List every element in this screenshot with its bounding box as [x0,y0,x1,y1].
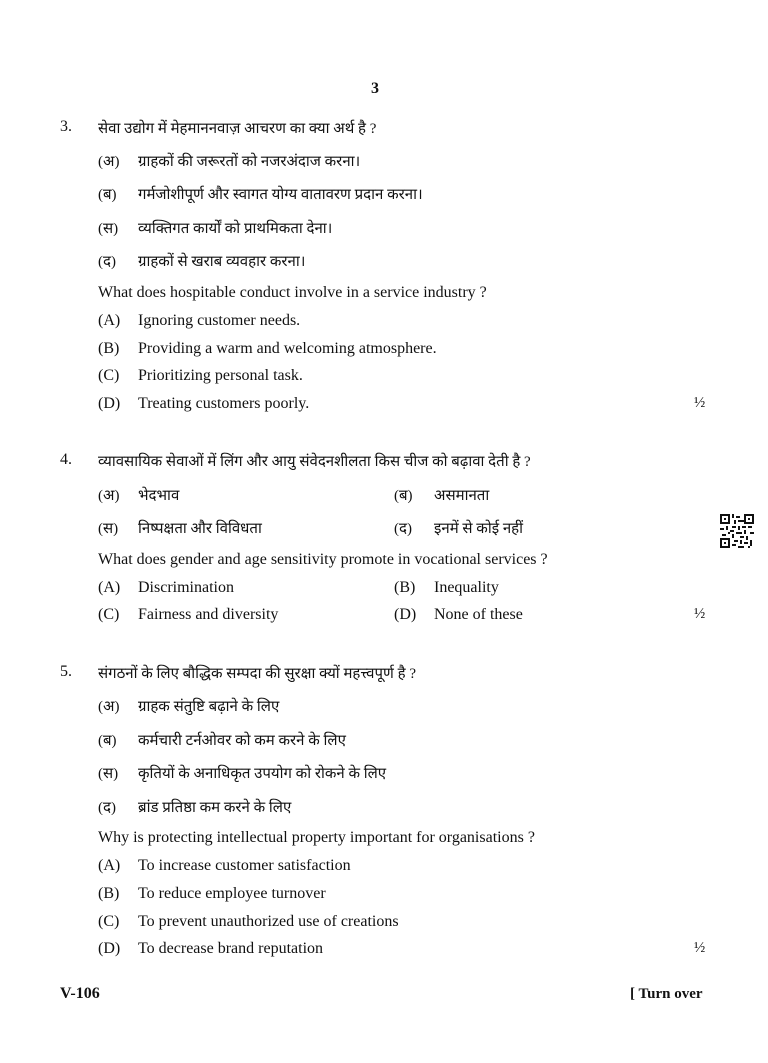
option-text: Fairness and diversity [138,606,279,623]
option-label: (ब) [98,187,117,203]
option-text: इनमें से कोई नहीं [434,521,523,537]
option-label: (B) [98,885,120,902]
option-text: ब्रांड प्रतिष्ठा कम करने के लिए [138,800,292,816]
question-text-hindi: व्यावसायिक सेवाओं में लिंग और आयु संवेदनशीलता किस चीज को बढ़ावा देती है ? [98,454,531,470]
question-text-english: What does hospitable conduct involve in a service industry ? [98,284,487,301]
option-hindi [98,696,279,716]
question-text-hindi: सेवा उद्योग में मेहमाननवाज़ आचरण का क्या अर्थ है ? [98,121,377,137]
option-text: To decrease brand reputation [138,940,324,957]
option-english [98,885,326,903]
question-text-english: Why is protecting intellectual property important for organisations ? [98,829,535,846]
option-label: (B) [394,579,416,596]
option-label: (D) [98,940,121,957]
option-hindi [98,251,305,271]
option-label: (द) [394,521,412,537]
option-english [98,367,303,385]
option-text: निष्पक्षता और विविधता [138,521,262,537]
option-text: असमानता [434,488,490,504]
option-label: (स) [98,221,119,237]
option-hindi [98,730,346,750]
option-label: (B) [98,340,120,357]
option-text: To reduce employee turnover [138,885,326,902]
option-text: Prioritizing personal task. [138,367,303,384]
option-text: To increase customer satisfaction [138,857,351,874]
option-label: (अ) [98,699,120,715]
question-text-hindi: संगठनों के लिए बौद्धिक सम्पदा की सुरक्षा क्यों महत्त्वपूर्ण है ? [98,666,416,682]
marks: ½ [694,606,706,622]
option-text: Ignoring customer needs. [138,312,301,329]
option-text: None of these [434,606,523,623]
option-label: (A) [98,857,121,874]
option-label: (C) [98,606,120,623]
marks: ½ [694,395,706,411]
option-hindi [98,218,332,238]
option-label: (द) [98,254,116,270]
option-text: व्यक्तिगत कार्यों को प्राथमिकता देना। [138,221,333,237]
option-english [98,340,437,358]
option-hindi [98,797,291,817]
option-hindi [394,485,489,505]
option-text: Treating customers poorly. [138,395,310,412]
option-label: (अ) [98,154,120,170]
option-label: (A) [98,312,121,329]
option-label: (ब) [394,488,413,504]
option-text: ग्राहकों से खराब व्यवहार करना। [138,254,306,270]
option-label: (D) [98,395,121,412]
question-number: 4. [60,451,72,468]
option-text: कर्मचारी टर्नओवर को कम करने के लिए [138,733,346,749]
paper-code: V-106 [60,985,100,1002]
option-text: कृतियों के अनाधिकृत उपयोग को रोकने के लिए [138,766,387,782]
qr-code [720,514,754,548]
option-text: गर्मजोशीपूर्ण और स्वागत योग्य वातावरण प्रदान करना। [138,187,423,203]
option-hindi [98,151,360,171]
option-label: (C) [98,913,120,930]
option-text: Discrimination [138,579,234,596]
option-english [98,606,278,624]
option-hindi [98,518,262,538]
option-label: (ब) [98,733,117,749]
option-english [394,579,499,597]
option-hindi [98,763,386,783]
page-number: 3 [371,80,379,97]
option-label: (अ) [98,488,120,504]
option-hindi [394,518,523,538]
question-text-english: What does gender and age sensitivity promote in vocational services ? [98,551,548,568]
question-number: 5. [60,663,72,680]
option-english [98,579,234,597]
marks: ½ [694,940,706,956]
option-english [98,395,309,413]
option-label: (D) [394,606,417,623]
option-text: ग्राहक संतुष्टि बढ़ाने के लिए [138,699,280,715]
option-label: (द) [98,800,116,816]
option-english [98,857,351,875]
option-text: ग्राहकों की जरूरतों को नजरअंदाज करना। [138,154,361,170]
option-label: (C) [98,367,120,384]
question-number: 3. [60,118,72,135]
option-hindi [98,184,423,204]
option-english [394,606,523,624]
option-hindi [98,485,179,505]
option-text: To prevent unauthorized use of creations [138,913,399,930]
option-english [98,913,399,931]
option-text: Inequality [434,579,499,596]
option-text: भेदभाव [138,488,180,504]
option-label: (A) [98,579,121,596]
option-english [98,940,323,958]
option-label: (स) [98,766,119,782]
option-text: Providing a warm and welcoming atmosphere. [138,340,437,357]
option-english [98,312,300,330]
turn-over-label: [ Turn over [630,986,703,1002]
option-label: (स) [98,521,119,537]
